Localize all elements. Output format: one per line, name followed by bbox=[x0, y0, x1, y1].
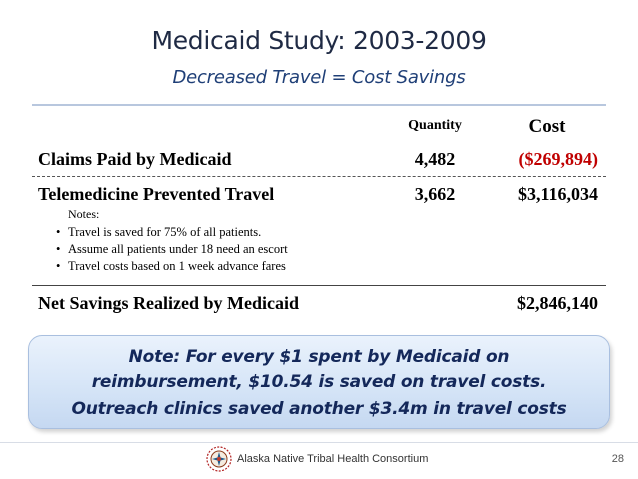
note-text: Travel is saved for 75% of all patients. bbox=[68, 225, 262, 239]
footer-organization: Alaska Native Tribal Health Consortium bbox=[237, 453, 429, 465]
note-item bbox=[56, 224, 288, 241]
row-divider bbox=[32, 176, 606, 177]
note-item bbox=[56, 241, 288, 258]
notes-list bbox=[56, 224, 288, 275]
callout-line-2: reimbursement, $10.54 is saved on travel costs. bbox=[91, 372, 547, 392]
column-header-quantity: Quantity bbox=[408, 118, 462, 133]
row-label-claims-paid: Claims Paid by Medicaid bbox=[38, 149, 232, 169]
savings-callout bbox=[28, 335, 610, 429]
note-text: Assume all patients under 18 need an escort bbox=[68, 242, 288, 256]
note-item bbox=[56, 258, 288, 275]
callout-line-3: Outreach clinics saved another $3.4m in travel costs bbox=[71, 399, 567, 419]
row-quantity-claims-paid: 4,482 bbox=[414, 149, 456, 169]
row-cost-net-savings: $2,846,140 bbox=[517, 293, 598, 313]
slide-subtitle: Decreased Travel = Cost Savings bbox=[172, 67, 466, 88]
row-cost-claims-paid: ($269,894) bbox=[518, 149, 598, 169]
bullet-icon: • bbox=[56, 242, 61, 256]
row-label-net-savings: Net Savings Realized by Medicaid bbox=[38, 293, 299, 313]
row-cost-prevented-travel: $3,116,034 bbox=[517, 184, 598, 204]
row-divider bbox=[32, 285, 606, 286]
column-header-cost: Cost bbox=[528, 116, 566, 137]
note-text: Travel costs based on 1 week advance fares bbox=[68, 259, 286, 273]
slide-title: Medicaid Study: 2003-2009 bbox=[151, 26, 487, 55]
tribal-health-logo-icon bbox=[206, 446, 232, 472]
bullet-icon: • bbox=[56, 259, 61, 273]
page-number: 28 bbox=[611, 453, 624, 465]
bullet-icon: • bbox=[56, 225, 61, 239]
footer-divider bbox=[0, 442, 638, 443]
callout-line-1: Note: For every $1 spent by Medicaid on bbox=[128, 347, 510, 367]
notes-title: Notes: bbox=[68, 207, 100, 221]
title-divider bbox=[32, 104, 606, 106]
row-label-prevented-travel: Telemedicine Prevented Travel bbox=[38, 184, 275, 204]
row-quantity-prevented-travel: 3,662 bbox=[414, 184, 456, 204]
